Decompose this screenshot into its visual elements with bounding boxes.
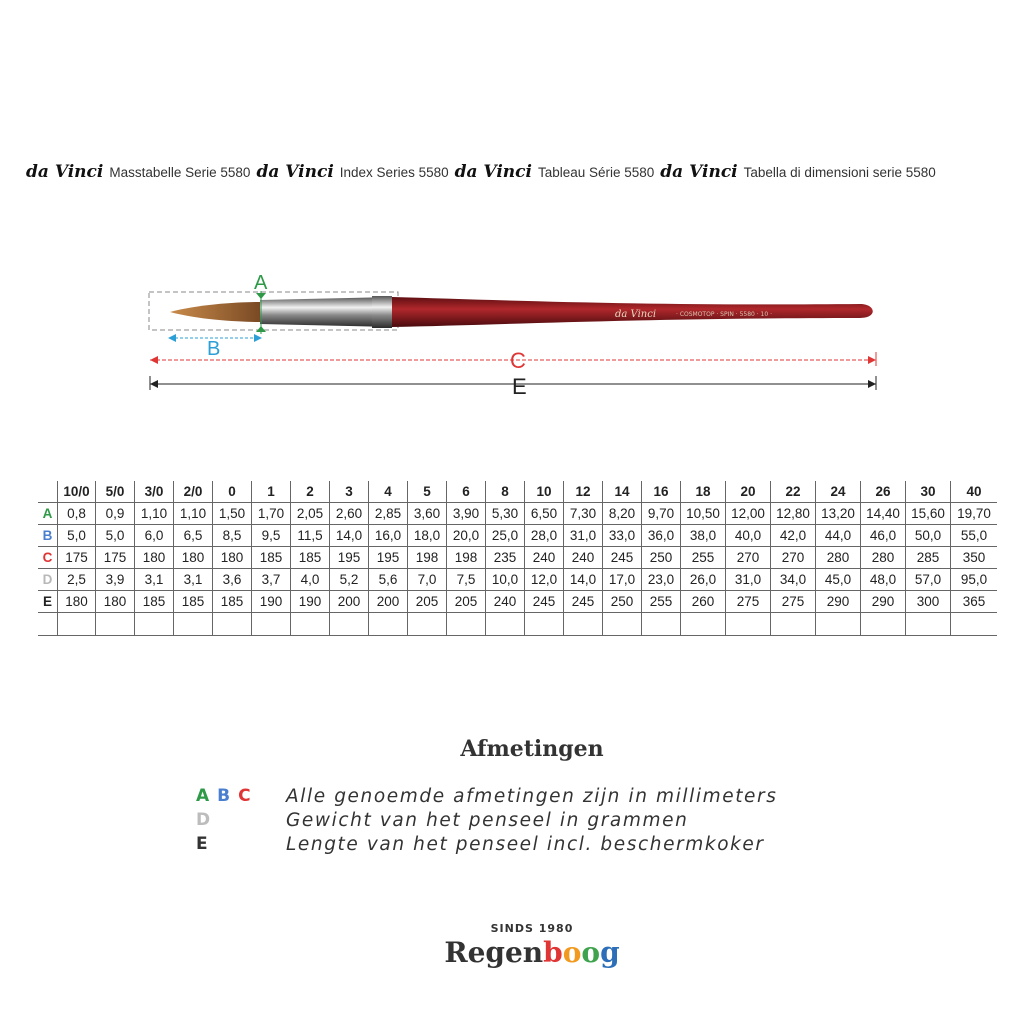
series-title: Tableau Série 5580 xyxy=(537,165,655,180)
table-cell: 185 xyxy=(135,591,174,613)
size-header-row xyxy=(38,481,997,503)
table-cell: 42,0 xyxy=(771,525,816,547)
table-cell-empty xyxy=(408,613,447,636)
table-cell: 2,60 xyxy=(330,503,369,525)
table-cell: 3,1 xyxy=(174,569,213,591)
table-cell: 10,50 xyxy=(681,503,726,525)
brush-diagram xyxy=(0,260,1024,410)
table-cell-empty xyxy=(213,613,252,636)
table-cell-empty xyxy=(951,613,998,636)
legend-text: Lengte van het penseel incl. beschermkoker xyxy=(286,833,765,855)
legend-title: Afmetingen xyxy=(460,736,604,762)
legend-keys xyxy=(196,834,286,854)
table-cell: 14,40 xyxy=(861,503,906,525)
table-cell: 23,0 xyxy=(642,569,681,591)
legend-keys xyxy=(196,786,286,806)
table-cell: 4,0 xyxy=(291,569,330,591)
table-cell: 185 xyxy=(213,591,252,613)
table-cell-empty xyxy=(369,613,408,636)
table-cell: 2,5 xyxy=(58,569,96,591)
table-cell: 25,0 xyxy=(486,525,525,547)
row-label: A xyxy=(38,503,58,525)
table-cell: 12,00 xyxy=(726,503,771,525)
table-cell: 275 xyxy=(726,591,771,613)
size-header: 6 xyxy=(447,481,486,503)
size-header: 5/0 xyxy=(96,481,135,503)
table-cell: 46,0 xyxy=(861,525,906,547)
table-cell: 11,5 xyxy=(291,525,330,547)
table-cell: 180 xyxy=(174,547,213,569)
table-cell: 198 xyxy=(447,547,486,569)
legend-text: Alle genoemde afmetingen zijn in millimeters xyxy=(286,785,778,807)
table-cell: 280 xyxy=(816,547,861,569)
size-header: 18 xyxy=(681,481,726,503)
table-cell-empty xyxy=(486,613,525,636)
table-cell-empty xyxy=(291,613,330,636)
table-cell: 12,0 xyxy=(525,569,564,591)
table-cell: 3,9 xyxy=(96,569,135,591)
table-cell: 3,6 xyxy=(213,569,252,591)
table-cell: 255 xyxy=(642,591,681,613)
row-label: E xyxy=(38,591,58,613)
table-cell: 50,0 xyxy=(906,525,951,547)
table-cell: 205 xyxy=(408,591,447,613)
legend-key: C xyxy=(238,786,251,806)
table-cell-empty xyxy=(447,613,486,636)
brand-logo: da Vinci xyxy=(256,162,334,182)
table-cell: 9,5 xyxy=(252,525,291,547)
table-cell-empty xyxy=(681,613,726,636)
table-cell: 0,9 xyxy=(96,503,135,525)
table-cell: 40,0 xyxy=(726,525,771,547)
table-cell: 8,20 xyxy=(603,503,642,525)
table-cell: 205 xyxy=(447,591,486,613)
table-cell-empty xyxy=(603,613,642,636)
logo-letters: b xyxy=(543,936,563,969)
size-header: 10 xyxy=(525,481,564,503)
table-cell: 365 xyxy=(951,591,998,613)
table-cell: 7,0 xyxy=(408,569,447,591)
legend-keys xyxy=(196,810,286,830)
table-cell: 290 xyxy=(816,591,861,613)
svg-text:· COSMOTOP · SPIN · 5580 · 10: · COSMOTOP · SPIN · 5580 · 10 · xyxy=(676,311,773,318)
legend-text: Gewicht van het penseel in grammen xyxy=(286,809,689,831)
table-cell: 190 xyxy=(252,591,291,613)
table-cell: 1,50 xyxy=(213,503,252,525)
table-cell: 7,30 xyxy=(564,503,603,525)
size-header: 14 xyxy=(603,481,642,503)
table-cell: 235 xyxy=(486,547,525,569)
table-cell: 240 xyxy=(525,547,564,569)
label-a: A xyxy=(254,272,268,294)
table-cell: 260 xyxy=(681,591,726,613)
size-header: 30 xyxy=(906,481,951,503)
legend-key: D xyxy=(196,810,211,830)
series-title: Masstabelle Serie 5580 xyxy=(109,165,251,180)
table-row xyxy=(38,569,997,591)
table-cell: 185 xyxy=(252,547,291,569)
table-cell: 20,0 xyxy=(447,525,486,547)
table-cell: 275 xyxy=(771,591,816,613)
size-header: 4 xyxy=(369,481,408,503)
size-header: 5 xyxy=(408,481,447,503)
table-cell: 31,0 xyxy=(564,525,603,547)
table-cell-empty xyxy=(330,613,369,636)
legend-key: B xyxy=(217,786,231,806)
brush-hair xyxy=(170,302,260,322)
logo-letters: o xyxy=(562,936,582,969)
table-cell-empty xyxy=(771,613,816,636)
size-header: 22 xyxy=(771,481,816,503)
size-header: 3 xyxy=(330,481,369,503)
table-cell: 95,0 xyxy=(951,569,998,591)
logo xyxy=(0,936,1024,969)
row-label: B xyxy=(38,525,58,547)
label-b: B xyxy=(207,338,221,360)
table-cell: 16,0 xyxy=(369,525,408,547)
table-cell: 18,0 xyxy=(408,525,447,547)
table-cell: 245 xyxy=(525,591,564,613)
table-cell: 5,6 xyxy=(369,569,408,591)
table-cell: 290 xyxy=(861,591,906,613)
handle-brand: da Vinci xyxy=(615,309,657,320)
table-cell-empty xyxy=(525,613,564,636)
table-cell: 19,70 xyxy=(951,503,998,525)
table-cell: 26,0 xyxy=(681,569,726,591)
table-cell: 245 xyxy=(564,591,603,613)
table-cell: 28,0 xyxy=(525,525,564,547)
size-header: 2/0 xyxy=(174,481,213,503)
table-cell: 200 xyxy=(330,591,369,613)
table-cell: 6,50 xyxy=(525,503,564,525)
table-cell-empty xyxy=(906,613,951,636)
table-cell: 13,20 xyxy=(816,503,861,525)
table-cell: 240 xyxy=(486,591,525,613)
table-cell: 195 xyxy=(369,547,408,569)
table-cell: 190 xyxy=(291,591,330,613)
table-cell: 36,0 xyxy=(642,525,681,547)
brand-logo: da Vinci xyxy=(454,162,532,182)
legend-item xyxy=(196,832,777,856)
brand-logo: da Vinci xyxy=(26,162,104,182)
table-cell: 195 xyxy=(330,547,369,569)
size-header: 40 xyxy=(951,481,998,503)
table-cell: 3,1 xyxy=(135,569,174,591)
table-cell: 300 xyxy=(906,591,951,613)
logo-since: SINDS 1980 xyxy=(490,922,574,935)
label-e: E xyxy=(512,374,527,399)
table-cell: 3,90 xyxy=(447,503,486,525)
table-cell: 0,8 xyxy=(58,503,96,525)
table-row xyxy=(38,525,997,547)
table-cell: 250 xyxy=(642,547,681,569)
size-header: 20 xyxy=(726,481,771,503)
table-cell: 185 xyxy=(291,547,330,569)
table-cell: 31,0 xyxy=(726,569,771,591)
series-title: Tabella di dimensioni serie 5580 xyxy=(743,165,936,180)
table-cell: 5,30 xyxy=(486,503,525,525)
table-cell: 175 xyxy=(58,547,96,569)
table-cell: 350 xyxy=(951,547,998,569)
table-cell: 250 xyxy=(603,591,642,613)
table-cell: 1,10 xyxy=(135,503,174,525)
table-cell-empty xyxy=(174,613,213,636)
table-cell: 180 xyxy=(213,547,252,569)
row-label: D xyxy=(38,569,58,591)
table-cell: 255 xyxy=(681,547,726,569)
table-cell-empty xyxy=(726,613,771,636)
table-cell: 270 xyxy=(771,547,816,569)
table-cell: 3,7 xyxy=(252,569,291,591)
size-header: 1 xyxy=(252,481,291,503)
table-cell: 285 xyxy=(906,547,951,569)
legend xyxy=(196,784,777,856)
size-header: 0 xyxy=(213,481,252,503)
legend-item xyxy=(196,808,777,832)
table-cell-empty xyxy=(642,613,681,636)
table-cell: 7,5 xyxy=(447,569,486,591)
table-cell: 180 xyxy=(135,547,174,569)
table-cell: 8,5 xyxy=(213,525,252,547)
table-cell: 38,0 xyxy=(681,525,726,547)
table-cell: 1,10 xyxy=(174,503,213,525)
logo-letters: o xyxy=(581,936,601,969)
size-header: 8 xyxy=(486,481,525,503)
table-row xyxy=(38,547,997,569)
table-cell: 1,70 xyxy=(252,503,291,525)
legend-item xyxy=(196,784,777,808)
size-header: 3/0 xyxy=(135,481,174,503)
table-cell: 180 xyxy=(96,591,135,613)
size-header: 24 xyxy=(816,481,861,503)
logo-letters: Regen xyxy=(444,936,544,969)
table-cell: 280 xyxy=(861,547,906,569)
series-header xyxy=(26,162,1016,188)
table-cell: 14,0 xyxy=(330,525,369,547)
table-cell-empty xyxy=(816,613,861,636)
table-cell-empty xyxy=(861,613,906,636)
series-title: Index Series 5580 xyxy=(339,165,449,180)
corner-cell xyxy=(38,481,58,503)
table-cell-empty xyxy=(252,613,291,636)
table-cell: 17,0 xyxy=(603,569,642,591)
table-cell: 5,0 xyxy=(96,525,135,547)
table-cell: 57,0 xyxy=(906,569,951,591)
table-row xyxy=(38,503,997,525)
table-cell: 45,0 xyxy=(816,569,861,591)
table-cell-empty xyxy=(564,613,603,636)
logo-letters: g xyxy=(600,936,620,969)
table-cell: 185 xyxy=(174,591,213,613)
table-cell: 2,05 xyxy=(291,503,330,525)
size-table xyxy=(38,481,997,636)
legend-key: A xyxy=(196,786,210,806)
table-cell: 34,0 xyxy=(771,569,816,591)
table-cell: 175 xyxy=(96,547,135,569)
table-cell-empty xyxy=(58,613,96,636)
table-cell: 240 xyxy=(564,547,603,569)
table-cell: 5,2 xyxy=(330,569,369,591)
table-cell: 6,5 xyxy=(174,525,213,547)
label-c: C xyxy=(510,348,526,373)
table-row xyxy=(38,591,997,613)
table-cell-empty xyxy=(96,613,135,636)
table-cell: 14,0 xyxy=(564,569,603,591)
table-cell: 55,0 xyxy=(951,525,998,547)
table-row-empty xyxy=(38,613,997,636)
size-table-body xyxy=(38,503,997,636)
table-cell: 44,0 xyxy=(816,525,861,547)
table-cell: 270 xyxy=(726,547,771,569)
legend-key: E xyxy=(196,834,208,854)
size-header: 12 xyxy=(564,481,603,503)
table-cell: 10,0 xyxy=(486,569,525,591)
table-cell: 9,70 xyxy=(642,503,681,525)
table-cell: 5,0 xyxy=(58,525,96,547)
table-cell-empty xyxy=(135,613,174,636)
table-cell: 48,0 xyxy=(861,569,906,591)
row-label: C xyxy=(38,547,58,569)
size-header: 10/0 xyxy=(58,481,96,503)
table-cell: 245 xyxy=(603,547,642,569)
table-cell-empty xyxy=(38,613,58,636)
table-cell: 3,60 xyxy=(408,503,447,525)
table-cell: 180 xyxy=(58,591,96,613)
table-cell: 6,0 xyxy=(135,525,174,547)
brand-logo: da Vinci xyxy=(660,162,738,182)
table-cell: 33,0 xyxy=(603,525,642,547)
table-cell: 198 xyxy=(408,547,447,569)
table-cell: 2,85 xyxy=(369,503,408,525)
size-header: 26 xyxy=(861,481,906,503)
table-cell: 12,80 xyxy=(771,503,816,525)
size-header: 2 xyxy=(291,481,330,503)
size-header: 16 xyxy=(642,481,681,503)
table-cell: 15,60 xyxy=(906,503,951,525)
table-cell: 200 xyxy=(369,591,408,613)
